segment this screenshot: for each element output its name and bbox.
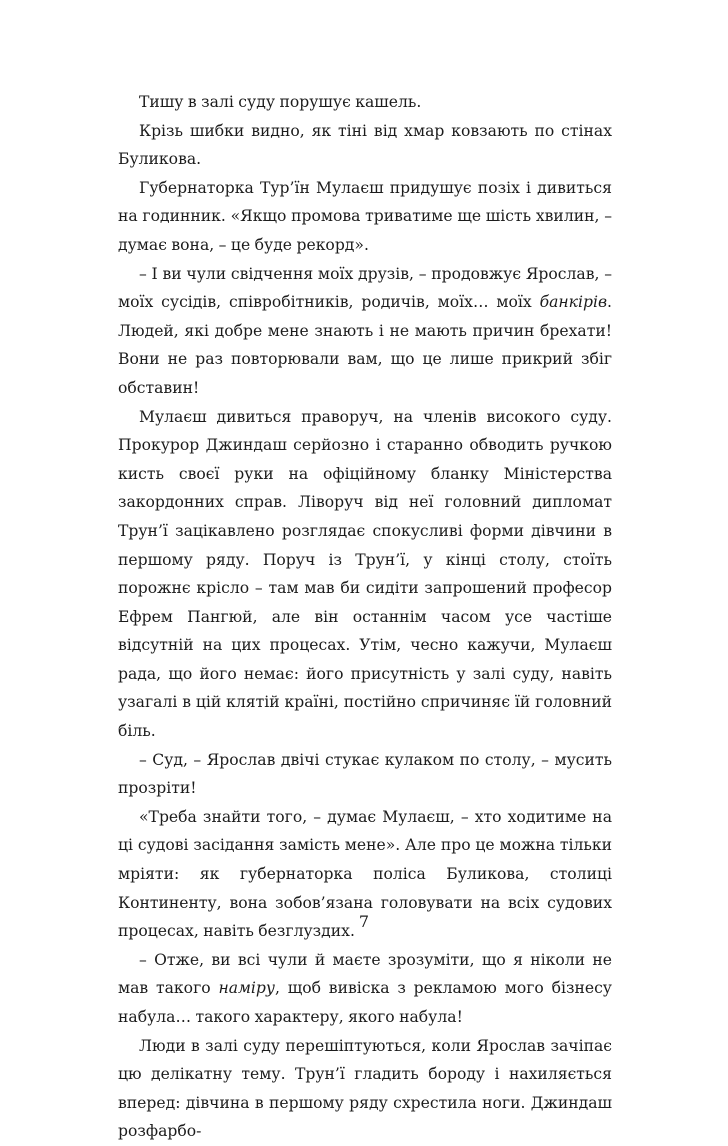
italic-word: банкірів [539, 293, 608, 312]
paragraph: Мулаєш дивиться праворуч, на членів високого суду. Прокурор Джиндаш серйозно і старанно обводить ручкою кисть своєї руки на офіційному бланку Міністерства закордонних справ. Ліворуч від неї головний дипломат Трун’ї зацікавлено розглядає спокусливі форми дівчини в першому ряду. Поруч із Трун’ї, у кінці столу, стоїть порожнє крісло – там мав би сидіти запрошений професор Ефрем Пангюй, але він останнім часом усе частіше відсутній на цих процесах. Утім, чесно кажучи, Мулаєш рада, що його немає: його присутність у залі суду, навіть узагалі в цій клятій країні, постійно спричиняє їй головний біль. [118, 407, 612, 741]
paragraph: – Суд, – Ярослав двічі стукає кулаком по столу, – мусить прозріти! [118, 750, 612, 798]
paragraph: Губернаторка Тур’їн Мулаєш придушує позіх і дивиться на годинник. «Якщо промова триватиме ще шість хвилин, – думає вона, – це буде рекорд». [118, 178, 612, 254]
italic-word: наміру [218, 979, 275, 998]
paragraph: «Треба знайти того, – думає Мулаєш, – хто ходитиме на ці судові засідання замість мене». Але про це можна тільки мріяти: як губернаторка поліса Буликова, столиці Континенту, вона зобов’язана головувати на всіх судових процесах, навіть безглуздих. [118, 807, 612, 941]
paragraph: Люди в залі суду перешіптуються, коли Ярослав зачіпає цю делікатну тему. Трун’ї гладить бороду і нахиляється вперед: дівчина в першому ряду схрестила ноги. Джиндаш розфарбо- [118, 1036, 612, 1141]
paragraph: Крізь шибки видно, як тіні від хмар ковзають по стінах Буликова. [118, 121, 612, 169]
page-number: 7 [358, 912, 370, 931]
paragraph: – Отже, ви всі чули й маєте зрозуміти, що я ніколи не мав такого наміру, щоб вивіска з рекламою мого бізнесу набула… такого характеру, якого набула! [118, 950, 612, 1026]
body-text [118, 88, 612, 1146]
paragraph: Тишу в залі суду порушує кашель. [139, 93, 422, 111]
paragraph: – І ви чули свідчення моїх друзів, – продовжує Ярослав, – моїх сусідів, співробітників, родичів, моїх… моїх банкірів. Людей, які добре мене знають і не мають причин брехати! Вони не раз повторювали вам, що це лише прикрий збіг обставин! [118, 264, 612, 397]
